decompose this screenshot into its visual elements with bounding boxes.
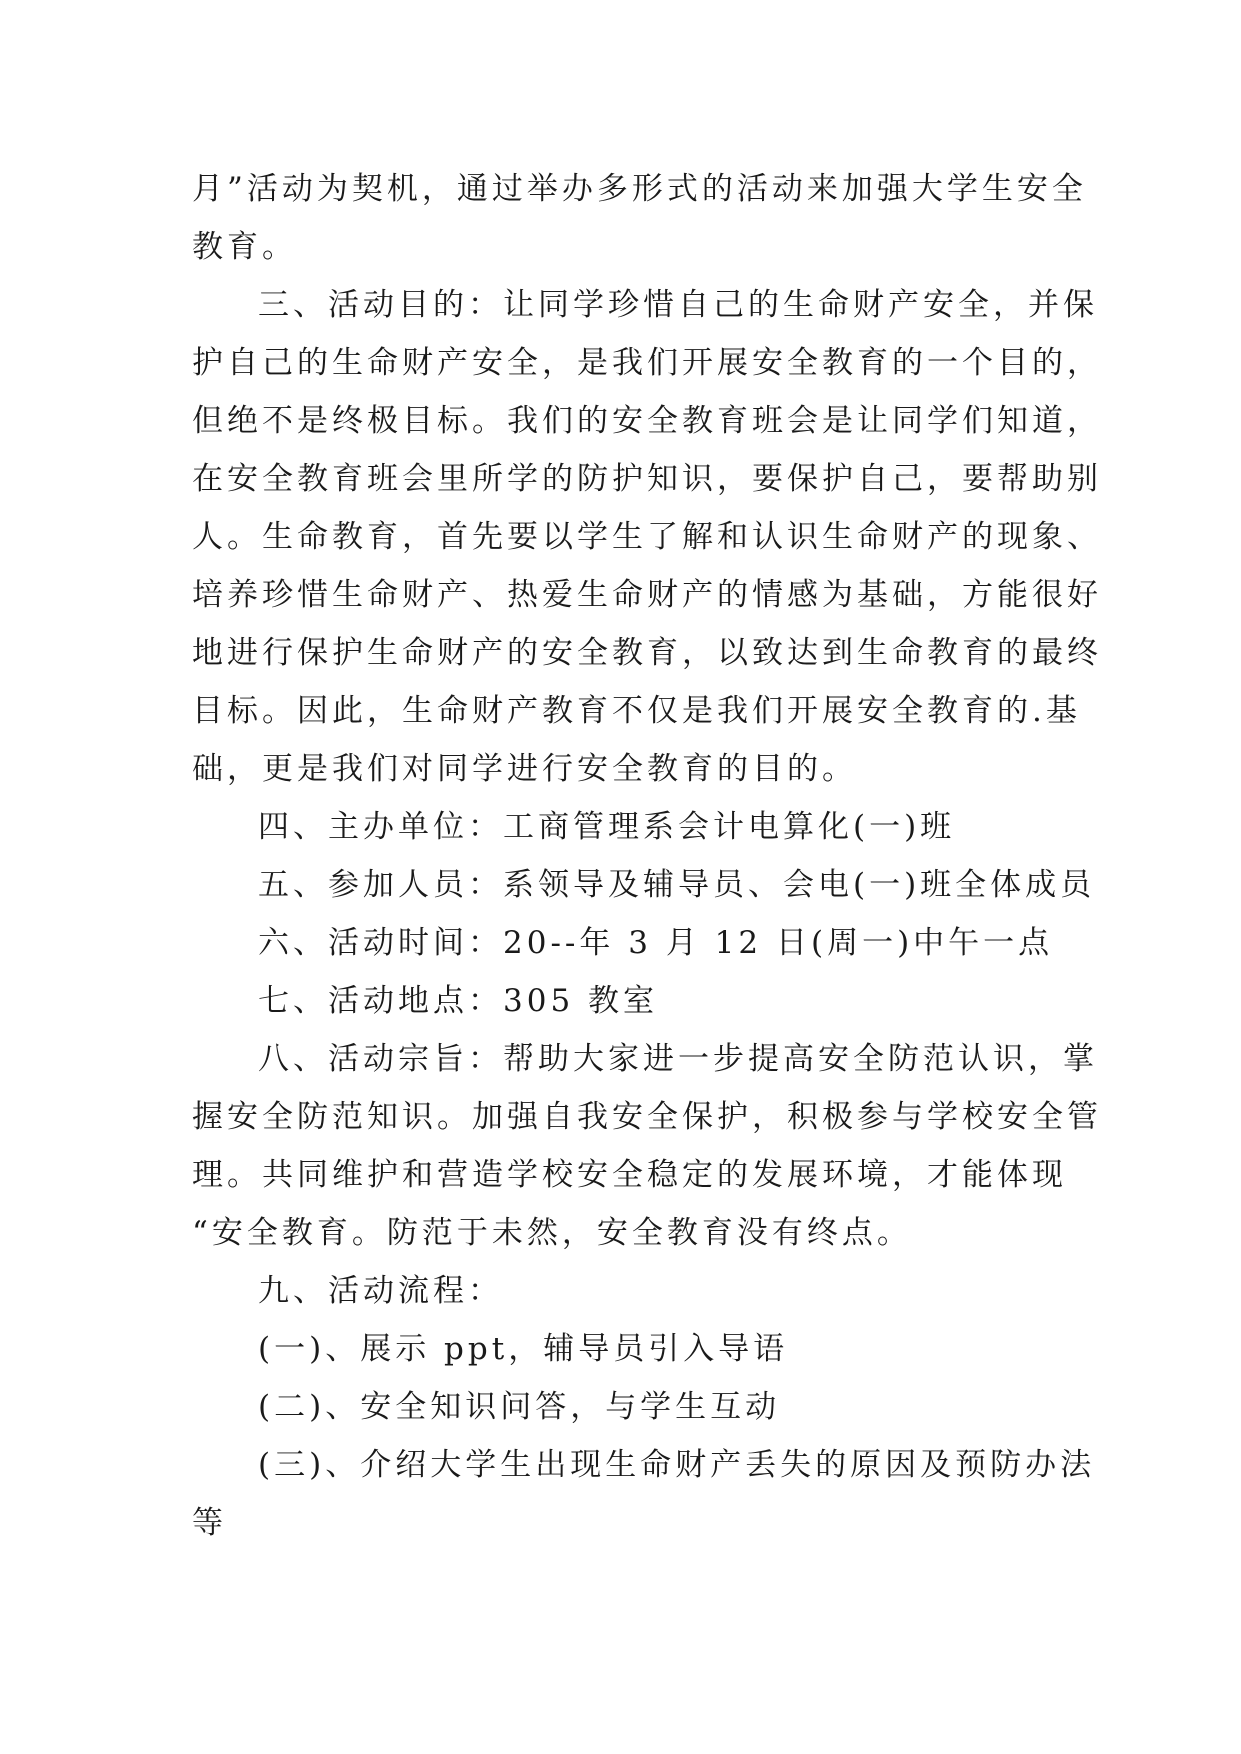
text-line: 础，更是我们对同学进行安全教育的目的。: [192, 751, 857, 787]
text-line: 八、活动宗旨：帮助大家进一步提高安全防范认识，掌: [258, 1041, 1098, 1077]
text-line: 月”活动为契机，通过举办多形式的活动来加强大学生安全: [192, 171, 1087, 207]
text-line: 四、主办单位：工商管理系会计电算化(一)班: [258, 809, 956, 845]
text-line: (三)、介绍大学生出现生命财产丢失的原因及预防办法: [258, 1447, 1096, 1483]
text-line: “安全教育。防范于未然，安全教育没有终点。: [192, 1215, 912, 1251]
text-line: 理。共同维护和营造学校安全稳定的发展环境，才能体现: [192, 1157, 1067, 1193]
text-line: 但绝不是终极目标。我们的安全教育班会是让同学们知道，: [192, 403, 1102, 439]
text-line: 目标。因此，生命财产教育不仅是我们开展安全教育的.基: [192, 693, 1081, 729]
text-line: 在安全教育班会里所学的防护知识，要保护自己，要帮助别: [192, 461, 1102, 497]
text-line: 九、活动流程：: [258, 1273, 503, 1309]
text-line: (二)、安全知识问答，与学生互动: [258, 1389, 781, 1425]
text-line: 等: [192, 1505, 227, 1541]
text-line: 培养珍惜生命财产、热爱生命财产的情感为基础，方能很好: [192, 577, 1102, 613]
document-body: [192, 160, 1102, 1552]
text-line: 六、活动时间：20--年 3 月 12 日(周一)中午一点: [258, 925, 1054, 961]
text-line: 三、活动目的：让同学珍惜自己的生命财产安全，并保: [258, 287, 1098, 323]
text-line: 五、参加人员：系领导及辅导员、会电(一)班全体成员: [258, 867, 1096, 903]
text-line: 人。生命教育，首先要以学生了解和认识生命财产的现象、: [192, 519, 1102, 555]
text-line: 教育。: [192, 229, 297, 265]
text-line: 地进行保护生命财产的安全教育，以致达到生命教育的最终: [192, 635, 1102, 671]
text-line: (一)、展示 ppt，辅导员引入导语: [258, 1331, 789, 1367]
text-line: 护自己的生命财产安全，是我们开展安全教育的一个目的，: [192, 345, 1102, 381]
text-line: 握安全防范知识。加强自我安全保护，积极参与学校安全管: [192, 1099, 1102, 1135]
text-line: 七、活动地点：305 教室: [258, 983, 659, 1019]
